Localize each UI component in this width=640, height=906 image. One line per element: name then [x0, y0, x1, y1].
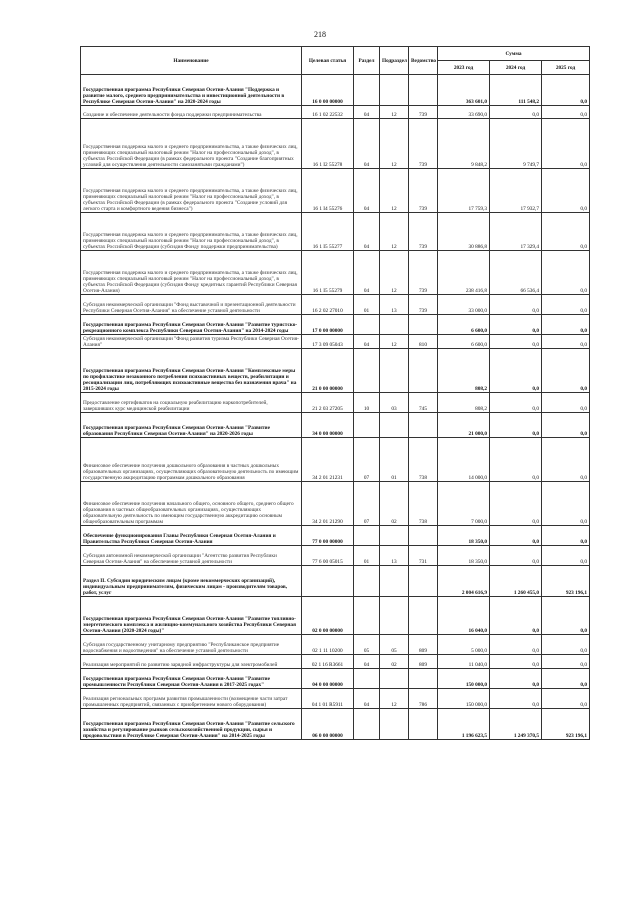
cell-2023: 7 000,0 [438, 482, 490, 526]
cell-2024: 0,0 [490, 106, 542, 119]
cell-2024: 0,0 [490, 669, 542, 689]
cell-name: Государственная программа Республики Северная Осетия-Алания "Поддержка и развитие малого, среднего предпринимательства и инвестиционной деятельности в Республике Северная Осетия-Алания" на 2020-2024 годы [81, 75, 302, 106]
cell-2025: 0,0 [542, 438, 590, 482]
cell-department [409, 315, 438, 335]
table-row [81, 669, 590, 689]
cell-2023: 21 000,0 [438, 413, 490, 438]
cell-2024: 0,0 [490, 295, 542, 315]
cell-2023: 6 600,0 [438, 335, 490, 349]
cell-subsection [380, 669, 409, 689]
cell-2024: 17 932,7 [490, 169, 542, 213]
cell-section [354, 315, 380, 335]
cell-2023: 363 601,0 [438, 75, 490, 106]
header-name: Наименование [81, 47, 302, 75]
cell-section: 04 [354, 335, 380, 349]
cell-2025: 0,0 [542, 335, 590, 349]
header-department: Ведомство [409, 47, 438, 75]
cell-2023: 9 848,2 [438, 119, 490, 169]
cell-section [354, 597, 380, 635]
table-body [81, 75, 590, 740]
cell-target: 04 0 00 00000 [302, 669, 354, 689]
cell-2025: 923 196,1 [542, 566, 590, 597]
cell-2025: 0,0 [542, 251, 590, 295]
cell-2023: 1 196 623,5 [438, 709, 490, 740]
cell-subsection [380, 709, 409, 740]
cell-2024: 17 329,4 [490, 213, 542, 251]
cell-section: 01 [354, 546, 380, 566]
cell-2025: 0,0 [542, 315, 590, 335]
cell-2025: 0,0 [542, 106, 590, 119]
cell-2023: 2 004 616,9 [438, 566, 490, 597]
cell-name: Финансовое обеспечение получения начального общего, основного общего, среднего общего образования в частных общеобразовательных организациях, осуществляющих образовательную деятельность по имеющим государственную аккредитацию основным общеобразовательным программам [81, 482, 302, 526]
cell-name: Финансовое обеспечение получения дошкольного образования в частных дошкольных образовательных организациях, осуществляющих образовательную деятельность по имеющим государственную аккредитацию программам дошкольного образования [81, 438, 302, 482]
cell-target: 02 1 16 R3661 [302, 655, 354, 669]
cell-2023: 30 886,8 [438, 213, 490, 251]
cell-department [409, 566, 438, 597]
cell-2025: 0,0 [542, 689, 590, 709]
cell-subsection: 12 [380, 106, 409, 119]
cell-target: 06 0 00 00000 [302, 709, 354, 740]
cell-name: Обеспечение функционирования Главы Республики Северная Осетия-Алания и Правительства Республики Северная Осетия-Алания [81, 526, 302, 546]
cell-2025: 0,0 [542, 169, 590, 213]
cell-2023: 150 000,0 [438, 689, 490, 709]
cell-section [354, 526, 380, 546]
cell-subsection: 12 [380, 689, 409, 709]
cell-target: 16 1 I5 55277 [302, 213, 354, 251]
header-target: Целевая статья [302, 47, 354, 75]
cell-target: 34 0 00 00000 [302, 413, 354, 438]
cell-name: Государственная поддержка малого и среднего предпринимательства, а также физических лиц, применяющих специальный налоговый режим "Налог на профессиональный доход", в субъектах Российской Федерации (в рамках федерального проекта "Создание благоприятных условий для осуществления деятельности самозанятыми гражданами") [81, 119, 302, 169]
cell-2024: 0,0 [490, 597, 542, 635]
cell-2025: 0,0 [542, 413, 590, 438]
cell-target: 21 2 03 27205 [302, 393, 354, 413]
cell-target: 17 0 00 00000 [302, 315, 354, 335]
cell-department [409, 709, 438, 740]
cell-2023: 5 000,0 [438, 635, 490, 655]
table-row [81, 335, 590, 349]
table-row [81, 119, 590, 169]
table-row [81, 413, 590, 438]
cell-2025: 0,0 [542, 655, 590, 669]
cell-2025: 0,0 [542, 393, 590, 413]
cell-section [354, 349, 380, 393]
cell-2024: 0,0 [490, 335, 542, 349]
header-section: Раздел [354, 47, 380, 75]
cell-department: 738 [409, 438, 438, 482]
cell-target: 16 2 02 27010 [302, 295, 354, 315]
cell-department: 809 [409, 635, 438, 655]
cell-name: Государственная программа Республики Северная Осетия-Алания "Комплексные меры по профилактике незаконного потребления психоактивных веществ, реабилитации и ресоциализации лиц, потребляющих психоактивные вещества без назначения врача" на 2015-2024 годы [81, 349, 302, 393]
cell-name: Государственная программа Республики Северная Осетия-Алания "Развитие сельского хозяйства и регулирование рынков сельскохозяйственной продукции, сырья и продовольствия в Республике Северная Осетия-Алания" на 2014-2025 годы [81, 709, 302, 740]
cell-section [354, 669, 380, 689]
cell-department: 738 [409, 482, 438, 526]
cell-target: 17 3 09 05043 [302, 335, 354, 349]
cell-name: Реализация региональных программ развития промышленности (возмещение части затрат промышленных предприятий, связанных с приобретением нового оборудования) [81, 689, 302, 709]
cell-2025: 0,0 [542, 295, 590, 315]
cell-2025: 0,0 [542, 75, 590, 106]
cell-department [409, 526, 438, 546]
cell-2025: 0,0 [542, 597, 590, 635]
table-row [81, 689, 590, 709]
cell-subsection [380, 413, 409, 438]
cell-subsection [380, 349, 409, 393]
cell-section: 05 [354, 635, 380, 655]
cell-2023: 238 416,8 [438, 251, 490, 295]
cell-target: 16 1 I5 55279 [302, 251, 354, 295]
cell-target: 77 0 00 00000 [302, 526, 354, 546]
cell-2025: 0,0 [542, 349, 590, 393]
cell-name: Государственная программа Республики Северная Осетия-Алания "Развитие топливно-энергетического комплекса и жилищно-коммунального хозяйства Республики Северная Осетия-Алания (2020-2024 годы)" [81, 597, 302, 635]
cell-section: 10 [354, 393, 380, 413]
cell-2023: 11 040,0 [438, 655, 490, 669]
cell-2024: 1 260 455,0 [490, 566, 542, 597]
cell-name: Субсидия автономной некоммерческой организации "Агентство развития Республики Северная Осетия-Алания" на обеспечение уставной деятельности [81, 546, 302, 566]
cell-target: 02 0 00 00000 [302, 597, 354, 635]
table-row [81, 709, 590, 740]
table-row [81, 546, 590, 566]
cell-department: 739 [409, 106, 438, 119]
cell-2024: 1 249 370,5 [490, 709, 542, 740]
cell-name: Государственная поддержка малого и среднего предпринимательства, а также физических лиц, применяющих специальный налоговый режим "Налог на профессиональный доход", в субъектах Российской Федерации (субсидия Фонду кредитных гарантий Республики Северная Осетия-Алания) [81, 251, 302, 295]
cell-name: Государственная программа Республики Северная Осетия-Алания "Развитие образования Республики Северная Осетия-Алания" на 2020-2026 годы [81, 413, 302, 438]
table-row [81, 597, 590, 635]
cell-section: 01 [354, 295, 380, 315]
header-2024: 2024 год [490, 61, 542, 75]
cell-department [409, 413, 438, 438]
cell-2024: 0,0 [490, 393, 542, 413]
cell-subsection [380, 75, 409, 106]
cell-target: 16 1 02 22532 [302, 106, 354, 119]
cell-department: 739 [409, 119, 438, 169]
cell-department: 810 [409, 335, 438, 349]
cell-subsection: 13 [380, 295, 409, 315]
cell-2023: 33 000,0 [438, 295, 490, 315]
header-2025: 2025 год [542, 61, 590, 75]
cell-subsection: 05 [380, 635, 409, 655]
cell-2025: 0,0 [542, 635, 590, 655]
cell-department: 739 [409, 169, 438, 213]
cell-section [354, 413, 380, 438]
cell-name: Создание и обеспечение деятельности фонда поддержки предпринимательства [81, 106, 302, 119]
cell-target: 04 1 01 R5911 [302, 689, 354, 709]
header-subsection: Подраздел [380, 47, 409, 75]
cell-subsection: 02 [380, 482, 409, 526]
cell-2025: 0,0 [542, 526, 590, 546]
cell-department: 809 [409, 655, 438, 669]
cell-department: 745 [409, 393, 438, 413]
cell-2023: 18 350,0 [438, 546, 490, 566]
cell-name: Государственная поддержка малого и среднего предпринимательства, а также физических лиц, применяющих специальный налоговый режим "Налог на профессиональный доход", в субъектах Российской Федерации (субсидия Фонду поддержки предпринимательства) [81, 213, 302, 251]
cell-subsection: 13 [380, 546, 409, 566]
cell-name: Раздел II. Субсидии юридическим лицам (кроме некоммерческих организаций), индивидуальным предпринимателям, физическим лицам - производителям товаров, работ, услуг [81, 566, 302, 597]
cell-subsection: 12 [380, 335, 409, 349]
cell-department [409, 669, 438, 689]
cell-2025: 0,0 [542, 482, 590, 526]
cell-subsection [380, 597, 409, 635]
cell-subsection [380, 526, 409, 546]
cell-name: Государственная программа Республики Северная Осетия-Алания "Развитие промышленности Республики Северная Осетия-Алания в 2017-2025 годах" [81, 669, 302, 689]
cell-subsection: 02 [380, 655, 409, 669]
cell-section: 07 [354, 482, 380, 526]
cell-department [409, 349, 438, 393]
header-2023: 2023 год [438, 61, 490, 75]
cell-2024: 111 548,2 [490, 75, 542, 106]
cell-name: Субсидия некоммерческой организации "Фонд развития туризма Республики Северная Осетия-Алания" [81, 335, 302, 349]
cell-2024: 0,0 [490, 689, 542, 709]
cell-target: 21 0 00 00000 [302, 349, 354, 393]
cell-target: 16 0 00 00000 [302, 75, 354, 106]
cell-target: 77 6 00 05015 [302, 546, 354, 566]
cell-2023: 808,2 [438, 393, 490, 413]
cell-target: 16 1 I4 55276 [302, 169, 354, 213]
cell-2023: 808,2 [438, 349, 490, 393]
header-sum: Сумма [438, 47, 590, 61]
cell-target: 16 1 I2 55278 [302, 119, 354, 169]
cell-department: 739 [409, 251, 438, 295]
cell-2024: 0,0 [490, 315, 542, 335]
cell-section: 04 [354, 213, 380, 251]
cell-name: Субсидия государственному унитарному предприятию "Республиканское предприятие водоснабжения и водоотведения" на обеспечение уставной деятельности [81, 635, 302, 655]
cell-2024: 0,0 [490, 526, 542, 546]
cell-section [354, 75, 380, 106]
cell-department [409, 75, 438, 106]
cell-2024: 9 749,7 [490, 119, 542, 169]
cell-2023: 18 350,0 [438, 526, 490, 546]
cell-subsection: 12 [380, 213, 409, 251]
cell-2025: 0,0 [542, 119, 590, 169]
cell-2024: 0,0 [490, 438, 542, 482]
table-row [81, 655, 590, 669]
table-row [81, 566, 590, 597]
table-row [81, 393, 590, 413]
cell-subsection [380, 315, 409, 335]
table-row [81, 349, 590, 393]
cell-2023: 6 600,0 [438, 315, 490, 335]
cell-department: 731 [409, 546, 438, 566]
cell-2024: 0,0 [490, 349, 542, 393]
cell-2023: 14 000,0 [438, 438, 490, 482]
cell-section: 04 [354, 119, 380, 169]
cell-department: 739 [409, 213, 438, 251]
cell-section: 04 [354, 106, 380, 119]
cell-subsection: 03 [380, 393, 409, 413]
cell-name: Государственная программа Республики Северная Осетия-Алания "Развитие туристско-рекреационного комплекса Республики Северная Осетия-Алания" на 2014-2024 годы [81, 315, 302, 335]
cell-name: Субсидия некоммерческой организации "Фонд выставочной и презентационной деятельности Республики Северная Осетия-Алания" на обеспечение уставной деятельности [81, 295, 302, 315]
table-row [81, 438, 590, 482]
cell-2023: 17 759,3 [438, 169, 490, 213]
cell-2024: 0,0 [490, 546, 542, 566]
cell-2024: 0,0 [490, 482, 542, 526]
cell-2024: 0,0 [490, 635, 542, 655]
table-row [81, 75, 590, 106]
cell-2023: 33 690,0 [438, 106, 490, 119]
cell-name: Предоставление сертификатов на социальную реабилитацию наркопотребителей, завершивших курс медицинской реабилитации [81, 393, 302, 413]
cell-section: 04 [354, 169, 380, 213]
table-row [81, 315, 590, 335]
cell-name: Государственная поддержка малого и среднего предпринимательства, а также физических лиц, применяющих специальный налоговый режим "Налог на профессиональный доход", в субъектах Российской Федерации (в рамках федерального проекта "Создание условий для легкого старта и комфортного ведения бизнеса") [81, 169, 302, 213]
cell-subsection: 01 [380, 438, 409, 482]
cell-department: 739 [409, 295, 438, 315]
cell-2025: 923 196,1 [542, 709, 590, 740]
table-row [81, 106, 590, 119]
cell-2024: 66 536,4 [490, 251, 542, 295]
cell-subsection: 12 [380, 251, 409, 295]
cell-section: 04 [354, 655, 380, 669]
cell-subsection: 12 [380, 169, 409, 213]
cell-2023: 150 000,0 [438, 669, 490, 689]
table-row [81, 482, 590, 526]
cell-target: 34 2 01 21231 [302, 438, 354, 482]
table-row [81, 169, 590, 213]
cell-section: 07 [354, 438, 380, 482]
cell-section: 04 [354, 251, 380, 295]
cell-section: 04 [354, 689, 380, 709]
cell-2025: 0,0 [542, 546, 590, 566]
table-row [81, 251, 590, 295]
cell-2025: 0,0 [542, 213, 590, 251]
cell-target [302, 566, 354, 597]
cell-target: 02 1 11 10200 [302, 635, 354, 655]
table-row [81, 295, 590, 315]
cell-2023: 16 040,0 [438, 597, 490, 635]
table-row [81, 526, 590, 546]
cell-department: 786 [409, 689, 438, 709]
cell-target: 34 2 01 21290 [302, 482, 354, 526]
cell-section [354, 566, 380, 597]
cell-section [354, 709, 380, 740]
table-row [81, 635, 590, 655]
budget-table [80, 46, 590, 740]
cell-2025: 0,0 [542, 669, 590, 689]
cell-department [409, 597, 438, 635]
table-row [81, 213, 590, 251]
cell-2024: 0,0 [490, 655, 542, 669]
cell-2024: 0,0 [490, 413, 542, 438]
cell-subsection: 12 [380, 119, 409, 169]
cell-name: Реализация мероприятий по развитию зарядной инфраструктуры для электромобилей [81, 655, 302, 669]
cell-subsection [380, 566, 409, 597]
page-number: 218 [314, 30, 326, 39]
